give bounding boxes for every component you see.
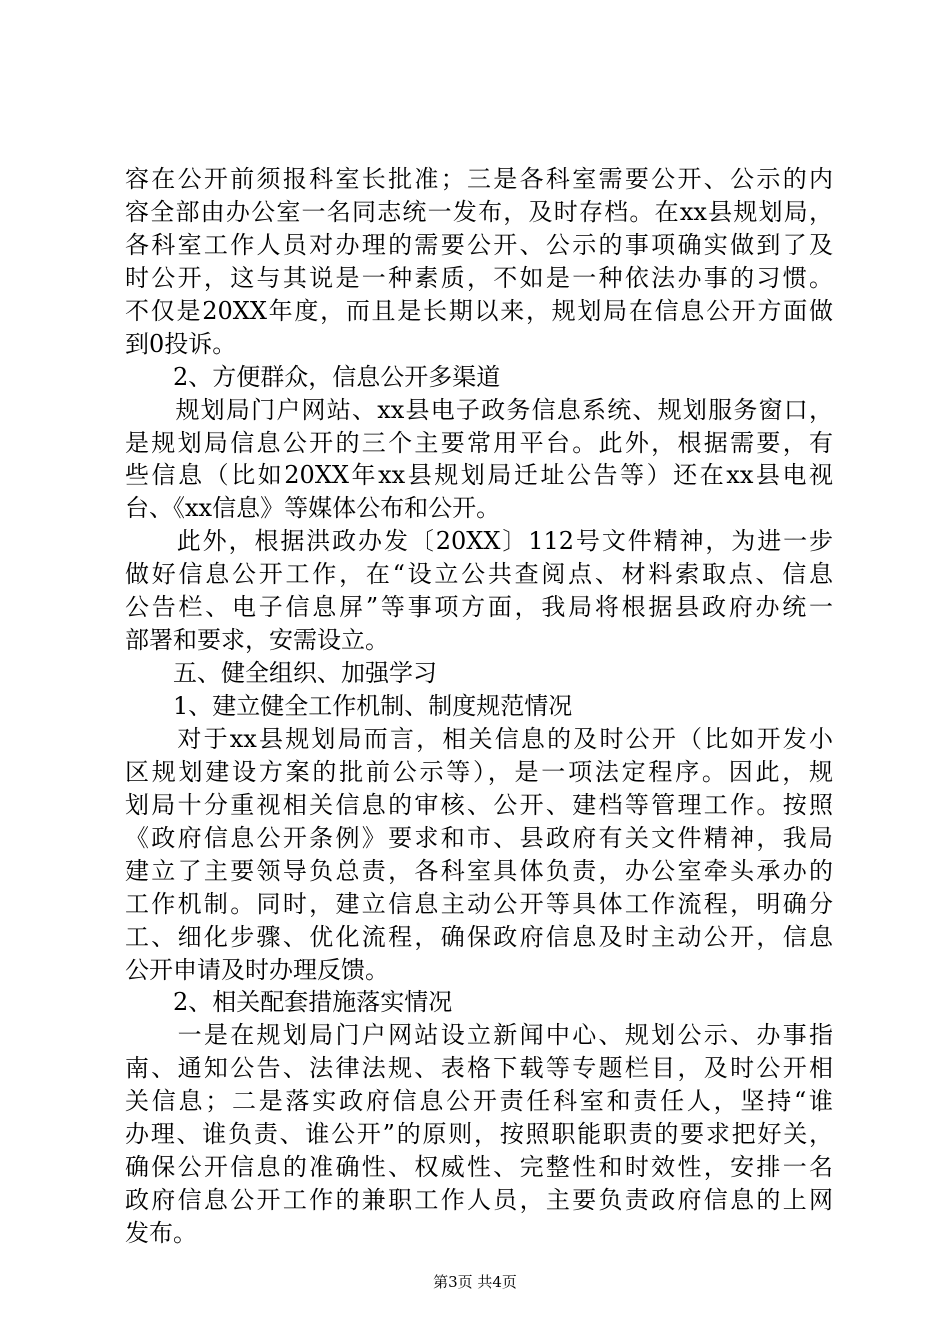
paragraph-line: 划局十分重视相关信息的审核、公开、建档等管理工作。按照 — [125, 790, 833, 819]
paragraph-line: 建立了主要领导负总责，各科室具体负责，办公室牵头承办的 — [125, 856, 833, 885]
paragraph-line: 做好信息公开工作，在“设立公共查阅点、材料索取点、信息 — [125, 560, 833, 589]
paragraph-line: 部署和要求，安需设立。 — [125, 626, 389, 655]
paragraph-line: 对于xx县规划局而言，相关信息的及时公开（比如开发小 — [125, 724, 833, 753]
paragraph-line: 此外，根据洪政办发〔20XX〕112号文件精神，为进一步 — [125, 527, 833, 556]
section-heading-line: 2、方便群众，信息公开多渠道 — [125, 362, 501, 391]
paragraph-line: 《政府信息公开条例》要求和市、县政府有关文件精神，我局 — [125, 823, 833, 852]
document-body — [125, 163, 833, 1250]
paragraph-line: 确保公开信息的准确性、权威性、完整性和时效性，安排一名 — [125, 1153, 833, 1182]
paragraph-line: 工作机制。同时，建立信息主动公开等具体工作流程，明确分 — [125, 889, 833, 918]
paragraph-line: 工、细化步骤、优化流程，确保政府信息及时主动公开，信息 — [125, 922, 833, 951]
section-heading-line: 五、健全组织、加强学习 — [125, 659, 437, 688]
paragraph-line: 是规划局信息公开的三个主要常用平台。此外，根据需要，有 — [125, 428, 833, 457]
section-heading-line: 1、建立健全工作机制、制度规范情况 — [125, 692, 573, 720]
paragraph-line: 发布。 — [125, 1219, 197, 1247]
paragraph-line: 台、《xx信息》等媒体公布和公开。 — [125, 494, 501, 523]
paragraph-line: 南、通知公告、法律法规、表格下载等专题栏目，及时公开相 — [125, 1054, 833, 1083]
paragraph-line: 公告栏、电子信息屏”等事项方面，我局将根据县政府办统一 — [125, 593, 833, 622]
paragraph-line: 些信息（比如20XX年xx县规划局迁址公告等）还在xx县电视 — [125, 461, 833, 490]
paragraph-line: 政府信息公开工作的兼职工作人员，主要负责政府信息的上网 — [125, 1186, 833, 1215]
paragraph-line: 时公开，这与其说是一种素质，不如是一种依法办事的习惯。 — [125, 263, 833, 292]
paragraph-line: 区规划建设方案的批前公示等），是一项法定程序。因此，规 — [125, 757, 833, 786]
paragraph-line: 容在公开前须报科室长批准；三是各科室需要公开、公示的内 — [125, 165, 833, 193]
section-heading-line: 2、相关配套措施落实情况 — [125, 988, 453, 1017]
page-footer: 第3页 共4页 — [433, 1273, 517, 1291]
paragraph-line: 公开申请及时办理反馈。 — [125, 955, 389, 984]
paragraph-line: 办理、谁负责、谁公开”的原则，按照职能职责的要求把好关， — [125, 1120, 833, 1149]
paragraph-line: 关信息；二是落实政府信息公开责任科室和责任人，坚持“谁 — [125, 1087, 833, 1116]
paragraph-line: 不仅是20XX年度，而且是长期以来，规划局在信息公开方面做 — [125, 296, 833, 325]
paragraph-line: 规划局门户网站、xx县电子政务信息系统、规划服务窗口， — [125, 395, 833, 424]
paragraph-line: 到0投诉。 — [125, 329, 237, 358]
paragraph-line: 各科室工作人员对办理的需要公开、公示的事项确实做到了及 — [125, 230, 833, 259]
paragraph-line: 一是在规划局门户网站设立新闻中心、规划公示、办事指 — [125, 1021, 833, 1050]
paragraph-line: 容全部由办公室一名同志统一发布，及时存档。在xx县规划局， — [125, 197, 833, 226]
